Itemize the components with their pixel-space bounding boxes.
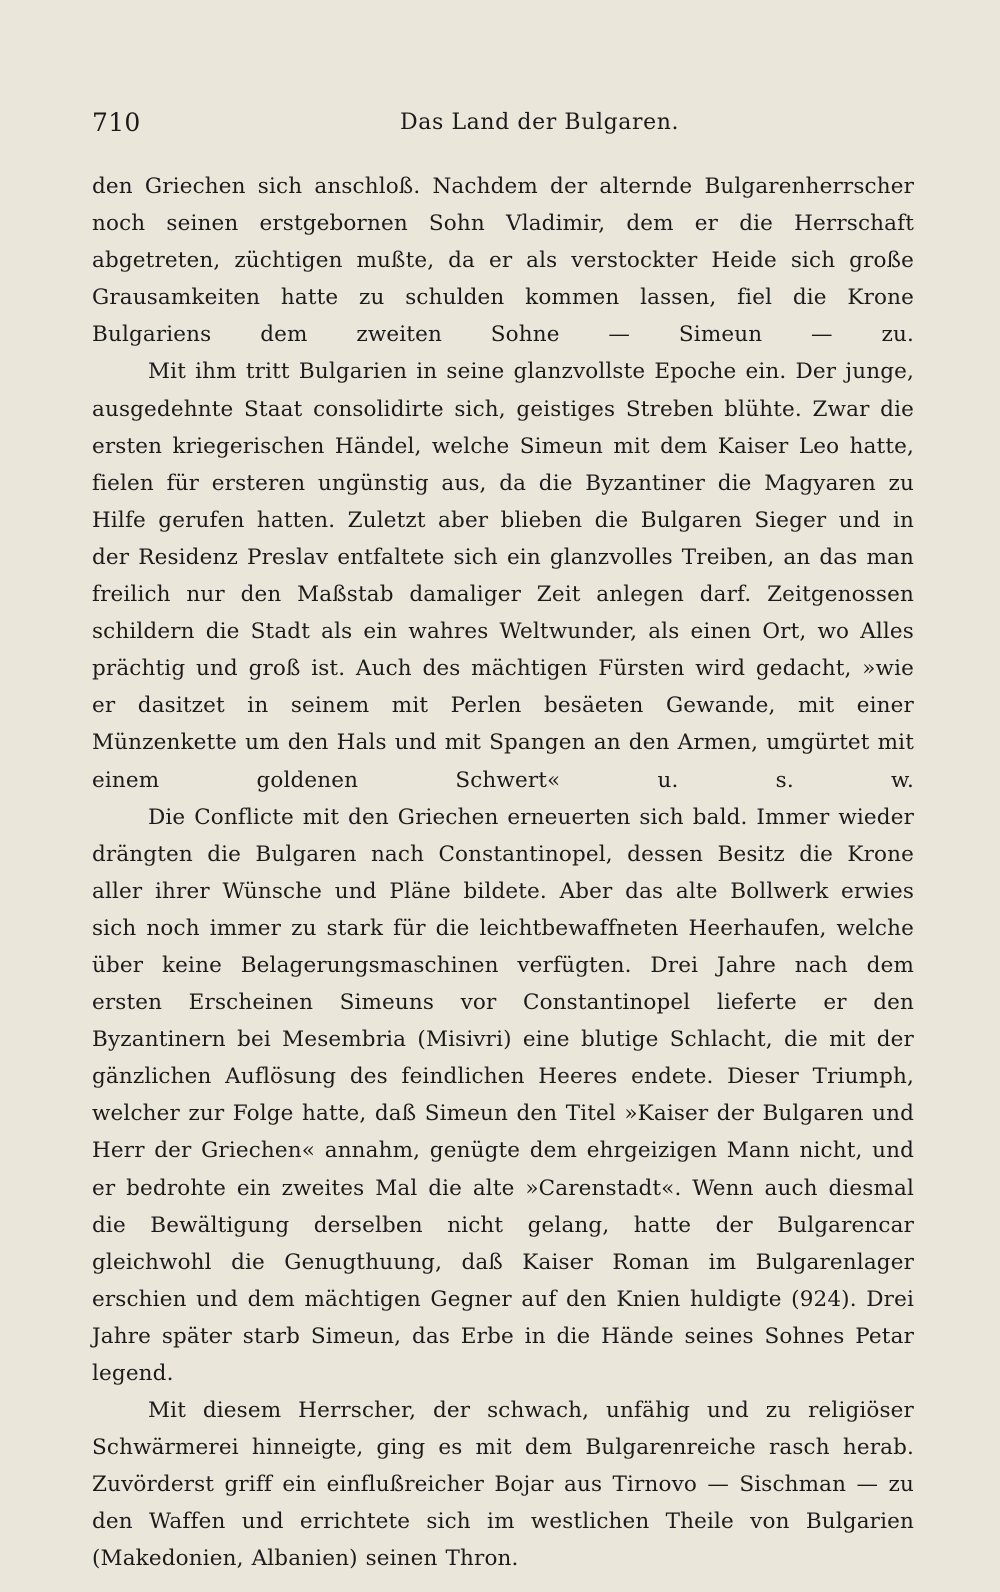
paragraph-3: Die Conflicte mit den Griechen erneuerten sich bald. Immer wieder drängten die Bulgaren nach Constantinopel, dessen Besitz die Krone aller ihrer Wünsche und Pläne bildete. Aber das alte Bollwerk erwies sich noch immer zu stark für die leichtbewaffneten Heerhaufen, welche über keine Belagerungsmaschinen verfügten. Drei Jahre nach dem ersten Erscheinen Simeuns vor Constantinopel lieferte er den Byzantinern bei Mesembria (Misivri) eine blutige Schlacht, die mit der gänzlichen Auflösung des feindlichen Heeres endete. Dieser Triumph, welcher zur Folge hatte, daß Simeun den Titel »Kaiser der Bulgaren und Herr der Griechen« annahm, genügte dem ehrgeizigen Mann nicht, und er bedrohte ein zweites Mal die alte »Carenstadt«. Wenn auch diesmal die Bewältigung derselben nicht gelang, hatte der Bulgarencar gleichwohl die Genugthuung, daß Kaiser Roman im Bulgarenlager erschien und dem mächtigen Gegner auf den Knien huldigte (924). Drei Jahre später starb Simeun, das Erbe in die Hände seines Sohnes Petar legend. bbox=[92, 804, 914, 1386]
page-number: 710 bbox=[92, 108, 141, 137]
page-header bbox=[92, 108, 908, 142]
body-text bbox=[92, 168, 914, 1578]
paragraph-4: Mit diesem Herrscher, der schwach, unfähig und zu religiöser Schwärmerei hinneigte, ging es mit dem Bulgarenreiche rasch herab. Zuvörderst griff ein einflußreicher Bojar aus Tirnovo — Sischman — zu den Waffen und errichtete sich im westlichen Theile von Bulgarien (Makedonien, Albanien) seinen Thron. bbox=[92, 1398, 914, 1572]
running-title: Das Land der Bulgaren. bbox=[400, 110, 680, 135]
paragraph-1: den Griechen sich anschloß. Nachdem der alternde Bulgarenherrscher noch seinen erstgebornen Sohn Vladimir, dem er die Herrschaft abgetreten, züchtigen mußte, da er als verstockter Heide sich große Grausamkeiten hatte zu schulden kommen lassen, fiel die Krone Bulgariens dem zweiten Sohne — Simeun — zu. bbox=[92, 174, 914, 348]
paragraph-2: Mit ihm tritt Bulgarien in seine glanzvollste Epoche ein. Der junge, ausgedehnte Staat consolidirte sich, geistiges Streben blühte. Zwar die ersten kriegerischen Händel, welche Simeun mit dem Kaiser Leo hatte, fielen für ersteren ungünstig aus, da die Byzantiner die Magyaren zu Hilfe gerufen hatten. Zuletzt aber blieben die Bulgaren Sieger und in der Residenz Preslav entfaltete sich ein glanzvolles Treiben, an das man freilich nur den Maßstab damaliger Zeit anlegen darf. Zeitgenossen schildern die Stadt als ein wahres Weltwunder, als einen Ort, wo Alles prächtig und groß ist. Auch des mächtigen Fürsten wird gedacht, »wie er dasitzet in seinem mit Perlen besäeten Gewande, mit einer Münzenkette um den Hals und mit Spangen an den Armen, umgürtet mit einem goldenen Schwert« u. s. w. bbox=[92, 359, 914, 793]
